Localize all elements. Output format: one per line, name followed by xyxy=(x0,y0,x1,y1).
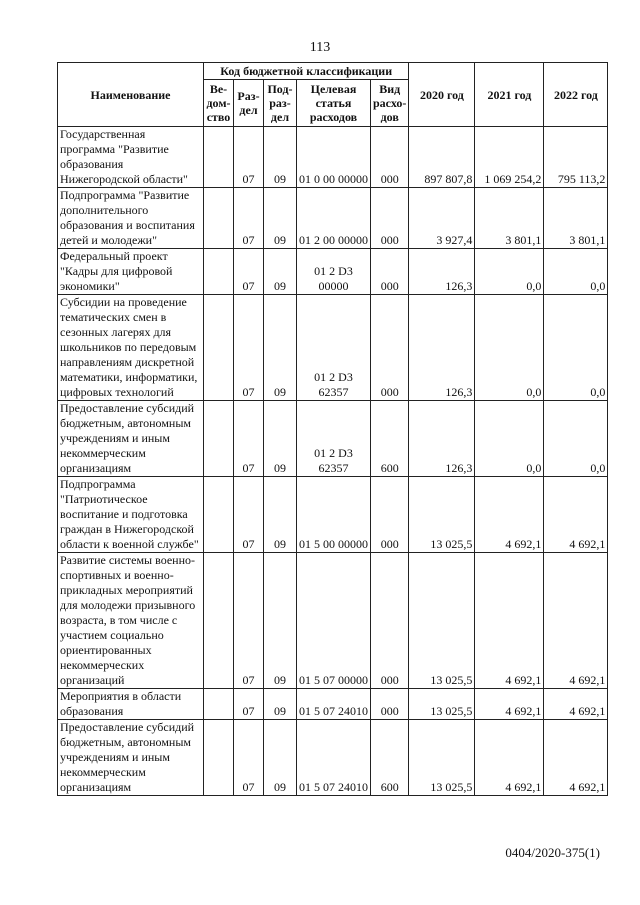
cell-vid-rashodov: 000 xyxy=(371,249,409,295)
cell-vid-rashodov: 000 xyxy=(371,477,409,553)
cell-2021: 4 692,1 xyxy=(475,720,544,796)
cell-2022: 0,0 xyxy=(544,249,608,295)
table-row xyxy=(58,689,608,720)
cell-vid-rashodov: 000 xyxy=(371,689,409,720)
document-code: 0404/2020-375(1) xyxy=(505,845,600,860)
cell-2021: 0,0 xyxy=(475,295,544,401)
cell-vid-rashodov: 000 xyxy=(371,188,409,249)
header-2020: 2020 год xyxy=(409,63,475,127)
cell-vedomstvo xyxy=(204,477,234,553)
cell-razdel: 07 xyxy=(234,553,264,689)
header-vid: Вид расхо- дов xyxy=(371,80,409,127)
cell-2020: 126,3 xyxy=(409,249,475,295)
header-vedomstvo: Ве- дом- ство xyxy=(204,80,234,127)
cell-podrazdel: 09 xyxy=(264,477,297,553)
cell-2020: 3 927,4 xyxy=(409,188,475,249)
cell-tselevaya-statya: 01 2 D3 62357 xyxy=(297,295,371,401)
header-podrazdel: Под- раз- дел xyxy=(264,80,297,127)
cell-2020: 13 025,5 xyxy=(409,689,475,720)
cell-razdel: 07 xyxy=(234,477,264,553)
cell-2022: 3 801,1 xyxy=(544,188,608,249)
cell-tselevaya-statya: 01 5 07 24010 xyxy=(297,720,371,796)
cell-podrazdel: 09 xyxy=(264,720,297,796)
cell-2022: 0,0 xyxy=(544,401,608,477)
cell-tselevaya-statya: 01 5 00 00000 xyxy=(297,477,371,553)
cell-2021: 4 692,1 xyxy=(475,477,544,553)
cell-vedomstvo xyxy=(204,401,234,477)
header-tselevaya: Целевая статья расходов xyxy=(297,80,371,127)
cell-tselevaya-statya: 01 2 D3 00000 xyxy=(297,249,371,295)
cell-2021: 1 069 254,2 xyxy=(475,127,544,188)
cell-2022: 4 692,1 xyxy=(544,689,608,720)
budget-table xyxy=(57,62,608,796)
cell-2021: 0,0 xyxy=(475,249,544,295)
cell-2020: 897 807,8 xyxy=(409,127,475,188)
cell-2021: 3 801,1 xyxy=(475,188,544,249)
table-row xyxy=(58,188,608,249)
cell-razdel: 07 xyxy=(234,401,264,477)
cell-razdel: 07 xyxy=(234,249,264,295)
cell-podrazdel: 09 xyxy=(264,188,297,249)
cell-name: Федеральный проект "Кадры для цифровой экономики" xyxy=(58,249,204,295)
cell-name: Субсидии на проведение тематических смен в сезонных лагерях для школьников по передовым направлениям дискретной математики, информатики, цифровых технологий xyxy=(58,295,204,401)
cell-vedomstvo xyxy=(204,188,234,249)
header-code-group: Код бюджетной классификации xyxy=(204,63,409,80)
table-row xyxy=(58,553,608,689)
cell-vedomstvo xyxy=(204,720,234,796)
cell-razdel: 07 xyxy=(234,295,264,401)
cell-vid-rashodov: 000 xyxy=(371,295,409,401)
table-row xyxy=(58,127,608,188)
cell-2020: 13 025,5 xyxy=(409,477,475,553)
cell-name: Развитие системы военно-спортивных и военно-прикладных мероприятий для молодежи призывного возраста, в том числе с участием социально ориентированных некоммерческих организаций xyxy=(58,553,204,689)
cell-2022: 0,0 xyxy=(544,295,608,401)
page-number: 113 xyxy=(309,40,331,55)
cell-podrazdel: 09 xyxy=(264,689,297,720)
cell-vid-rashodov: 000 xyxy=(371,127,409,188)
table-row xyxy=(58,477,608,553)
cell-name: Предоставление субсидий бюджетным, автономным учреждениям и иным некоммерческим организациям xyxy=(58,401,204,477)
cell-razdel: 07 xyxy=(234,127,264,188)
cell-razdel: 07 xyxy=(234,720,264,796)
cell-podrazdel: 09 xyxy=(264,249,297,295)
cell-podrazdel: 09 xyxy=(264,401,297,477)
header-name: Наименование xyxy=(58,63,204,127)
cell-name: Подпрограмма "Развитие дополнительного образования и воспитания детей и молодежи" xyxy=(58,188,204,249)
cell-vid-rashodov: 600 xyxy=(371,401,409,477)
cell-name: Мероприятия в области образования xyxy=(58,689,204,720)
table-row xyxy=(58,720,608,796)
cell-tselevaya-statya: 01 5 07 00000 xyxy=(297,553,371,689)
table-header xyxy=(58,63,608,127)
cell-tselevaya-statya: 01 2 00 00000 xyxy=(297,188,371,249)
cell-2022: 4 692,1 xyxy=(544,720,608,796)
cell-2021: 4 692,1 xyxy=(475,553,544,689)
cell-podrazdel: 09 xyxy=(264,553,297,689)
cell-2022: 4 692,1 xyxy=(544,553,608,689)
cell-razdel: 07 xyxy=(234,188,264,249)
cell-2020: 126,3 xyxy=(409,295,475,401)
cell-2020: 126,3 xyxy=(409,401,475,477)
cell-vedomstvo xyxy=(204,249,234,295)
header-2021: 2021 год xyxy=(475,63,544,127)
cell-vedomstvo xyxy=(204,553,234,689)
table-row xyxy=(58,249,608,295)
cell-name: Государственная программа "Развитие образования Нижегородской области" xyxy=(58,127,204,188)
cell-2020: 13 025,5 xyxy=(409,553,475,689)
cell-2022: 4 692,1 xyxy=(544,477,608,553)
cell-2021: 4 692,1 xyxy=(475,689,544,720)
cell-razdel: 07 xyxy=(234,689,264,720)
cell-name: Подпрограмма "Патриотическое воспитание и подготовка граждан в Нижегородской области к военной службе" xyxy=(58,477,204,553)
cell-vedomstvo xyxy=(204,295,234,401)
cell-tselevaya-statya: 01 5 07 24010 xyxy=(297,689,371,720)
cell-podrazdel: 09 xyxy=(264,127,297,188)
cell-vedomstvo xyxy=(204,127,234,188)
cell-2022: 795 113,2 xyxy=(544,127,608,188)
table-body xyxy=(58,127,608,796)
cell-2020: 13 025,5 xyxy=(409,720,475,796)
table-row xyxy=(58,295,608,401)
header-2022: 2022 год xyxy=(544,63,608,127)
cell-vedomstvo xyxy=(204,689,234,720)
table-row xyxy=(58,401,608,477)
cell-tselevaya-statya: 01 0 00 00000 xyxy=(297,127,371,188)
cell-2021: 0,0 xyxy=(475,401,544,477)
cell-podrazdel: 09 xyxy=(264,295,297,401)
cell-name: Предоставление субсидий бюджетным, автономным учреждениям и иным некоммерческим организациям xyxy=(58,720,204,796)
header-razdel: Раз- дел xyxy=(234,80,264,127)
cell-vid-rashodov: 000 xyxy=(371,553,409,689)
cell-tselevaya-statya: 01 2 D3 62357 xyxy=(297,401,371,477)
cell-vid-rashodov: 600 xyxy=(371,720,409,796)
